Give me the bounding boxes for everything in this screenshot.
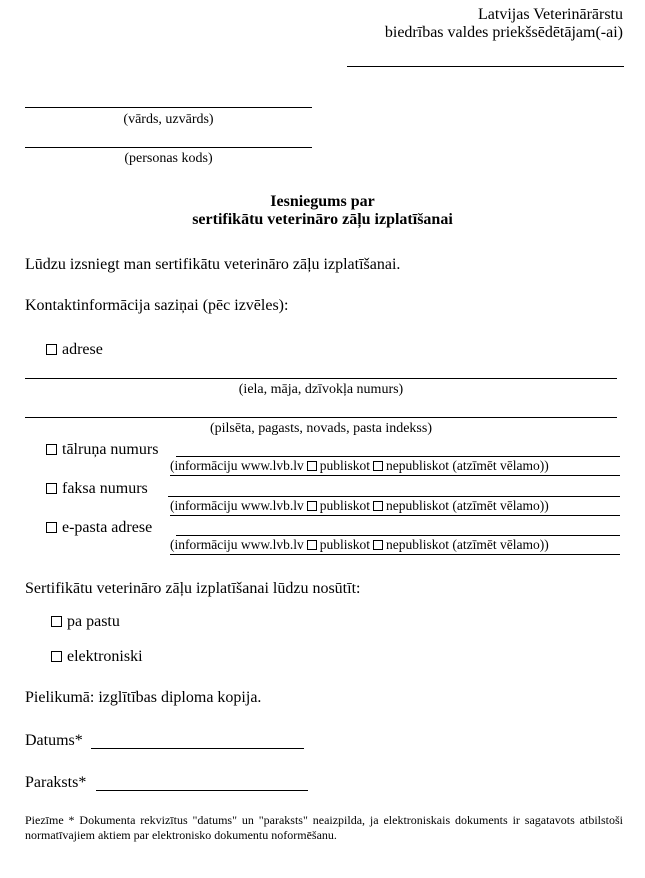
publish-prefix: (informāciju www.lvb.lv [170,498,304,513]
publish-suffix: (atzīmēt vēlamo)) [452,498,549,513]
address-option[interactable] [46,341,103,359]
publish-prefix: (informāciju www.lvb.lv [170,537,304,552]
signature-label: Paraksts* [25,774,87,791]
title-line1: Iesniegums par [270,193,375,210]
date-field[interactable] [91,748,304,749]
nopublish-label: nepubliskot [386,537,449,552]
footnote: Piezīme * Dokumenta rekvizītus "datums" un "paraksts" neaizpilda, ja elektroniskais dokuments ir sagatavots atbilstoši normatīvajiem aktiem par elektronisko dokumentu noformēšanu. [25,813,623,842]
fax-publish-row [170,498,549,514]
street-caption: (iela, māja, dzīvokļa numurs) [238,382,404,397]
phone-publish-row [170,458,549,474]
fax-field[interactable] [168,496,620,497]
contact-heading: Kontaktinformācija saziņai (pēc izvēles): [25,297,289,314]
post-label: pa pastu [67,613,120,630]
document-title [0,193,645,229]
publish-prefix: (informāciju www.lvb.lv [170,458,304,473]
delivery-electronic-option[interactable] [51,648,143,666]
email-publish-row [170,537,549,553]
applicant-name-field[interactable] [25,107,312,108]
applicant-id-field[interactable] [25,147,312,148]
signature-field[interactable] [96,790,308,791]
electronic-label: elektroniski [67,648,143,665]
email-checkbox[interactable] [46,522,57,533]
phone-checkbox[interactable] [46,444,57,455]
fax-option[interactable] [46,480,148,498]
street-field[interactable] [25,378,617,379]
email-nopublish-checkbox[interactable] [373,540,383,550]
electronic-checkbox[interactable] [51,651,62,662]
address-label: adrese [62,341,103,358]
publish-suffix: (atzīmēt vēlamo)) [452,537,549,552]
phone-nopublish-checkbox[interactable] [373,461,383,471]
applicant-name-caption: (vārds, uzvārds) [123,112,214,127]
publish-label: publiskot [319,458,370,473]
attachment-text: Pielikumā: izglītības diploma kopija. [25,689,262,706]
phone-publish-checkbox[interactable] [307,461,317,471]
fax-publish-underline [170,515,620,516]
email-publish-underline [170,554,620,555]
addressee-line2: biedrības valdes priekšsēdētājam(-ai) [384,24,623,41]
delivery-post-option[interactable] [51,613,120,631]
nopublish-label: nepubliskot [386,458,449,473]
publish-label: publiskot [319,498,370,513]
email-option[interactable] [46,519,152,537]
date-label: Datums* [25,732,83,749]
email-label: e-pasta adrese [62,519,153,536]
title-line2: sertifikātu veterināro zāļu izplatīšanai [192,211,453,228]
email-field[interactable] [176,535,620,536]
fax-nopublish-checkbox[interactable] [373,501,383,511]
fax-publish-checkbox[interactable] [307,501,317,511]
phone-field[interactable] [176,456,620,457]
fax-label: faksa numurs [62,480,148,497]
phone-publish-underline [170,475,620,476]
phone-option[interactable] [46,441,158,459]
email-publish-checkbox[interactable] [307,540,317,550]
addressee [303,6,623,42]
post-checkbox[interactable] [51,616,62,627]
applicant-id-caption: (personas kods) [124,151,213,166]
publish-label: publiskot [319,537,370,552]
city-caption: (pilsēta, pagasts, novads, pasta indekss) [209,421,432,436]
fax-checkbox[interactable] [46,483,57,494]
phone-label: tālruņa numurs [62,441,159,458]
address-checkbox[interactable] [46,344,57,355]
city-field[interactable] [25,417,617,418]
request-text: Lūdzu izsniegt man sertifikātu veterināro zāļu izplatīšanai. [25,256,401,273]
publish-suffix: (atzīmēt vēlamo)) [452,458,549,473]
addressee-signature-line[interactable] [347,66,624,67]
nopublish-label: nepubliskot [386,498,449,513]
delivery-heading: Sertifikātu veterināro zāļu izplatīšanai lūdzu nosūtīt: [25,580,361,597]
addressee-line1: Latvijas Veterinārārstu [478,6,623,23]
